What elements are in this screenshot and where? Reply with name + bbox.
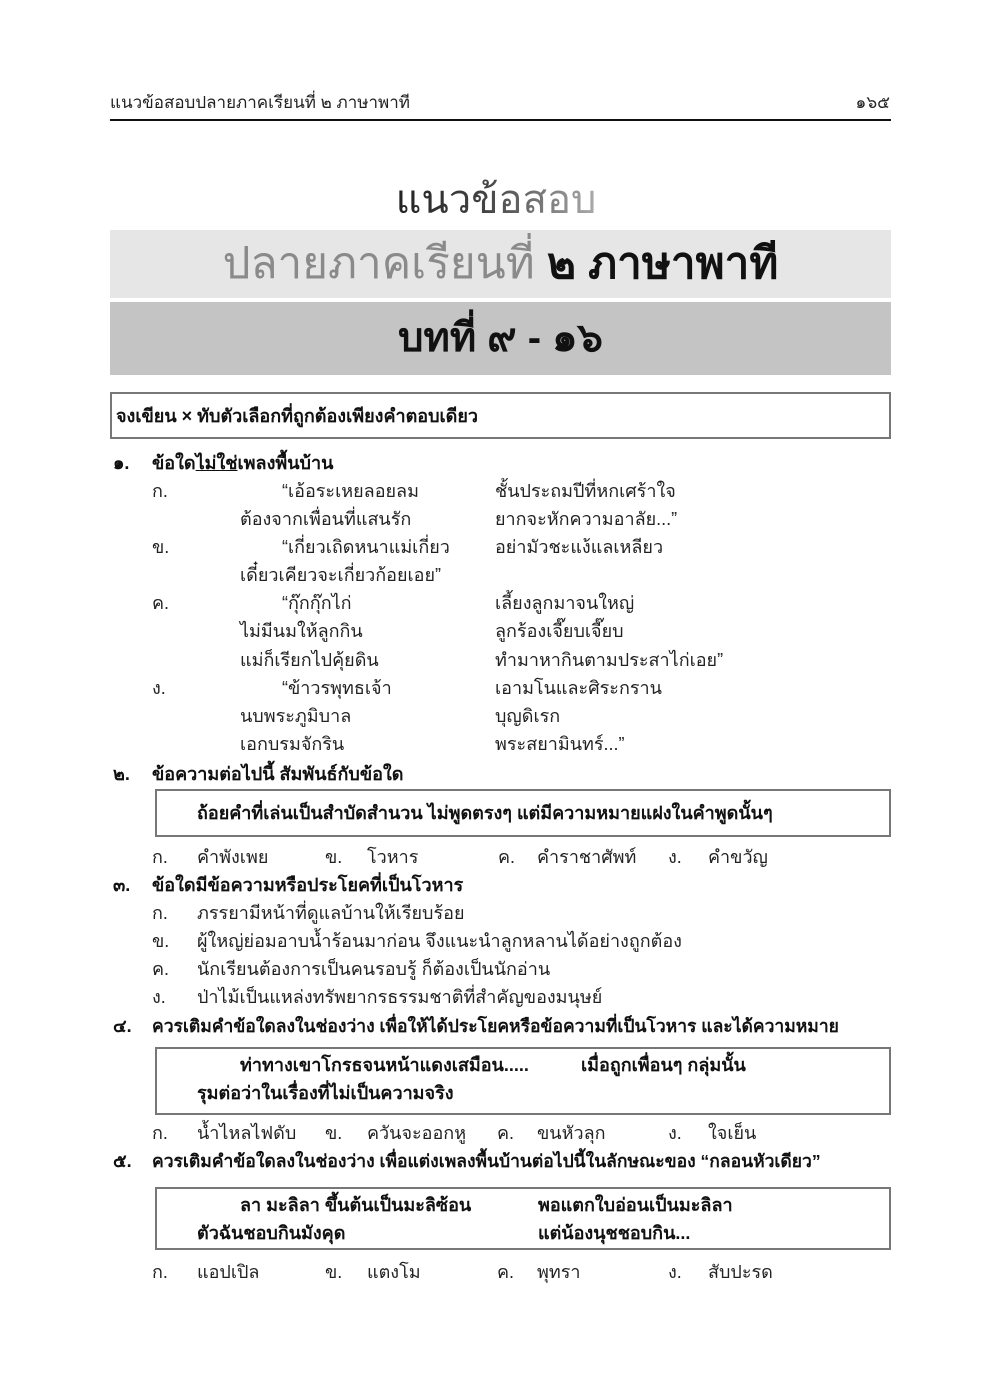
q5-stem: ควรเติมคำข้อใดลงในช่องว่าง เพื่อแต่งเพลงพื้นบ้านต่อไปนี้ในลักษณะของ “กลอนหัวเดียว” bbox=[152, 1151, 821, 1171]
q5-quote-line: พอแตกใบอ่อนเป็นมะลิลา bbox=[538, 1195, 733, 1215]
q4-option-c-letter[interactable]: ค. bbox=[497, 1123, 515, 1143]
q3-option-b-letter[interactable]: ข. bbox=[152, 931, 170, 951]
chapters-band: บทที่ ๙ - ๑๖ bbox=[110, 302, 891, 375]
q1-b-line: อย่ามัวชะแง้แลเหลียว bbox=[495, 537, 664, 557]
q1-c-line: ลูกร้องเจี๊ยบเจี๊ยบ bbox=[495, 621, 624, 641]
q1-c-line: “กุ๊กกุ๊กไก่ bbox=[282, 593, 352, 613]
q5-quote-box bbox=[155, 1187, 891, 1250]
q2-option-b[interactable]: โวหาร bbox=[367, 847, 419, 867]
q4-option-b[interactable]: ควันจะออกหู bbox=[367, 1123, 467, 1143]
q2-stem: ข้อความต่อไปนี้ สัมพันธ์กับข้อใด bbox=[152, 764, 404, 784]
q1-d-line: เอามโนและศิระกราน bbox=[495, 678, 662, 698]
q2-option-a-letter[interactable]: ก. bbox=[152, 847, 168, 867]
q1-a-line: ชั้นประถมปีที่หกเศร้าใจ bbox=[495, 481, 676, 501]
q4-option-a[interactable]: น้ำไหลไฟดับ bbox=[197, 1123, 297, 1143]
q5-option-d-letter[interactable]: ง. bbox=[668, 1262, 682, 1282]
q1-option-d-letter[interactable]: ง. bbox=[152, 678, 166, 698]
q1-d-line: “ข้าวรพุทธเจ้า bbox=[282, 678, 392, 698]
q1-option-b-letter[interactable]: ข. bbox=[152, 537, 170, 557]
q2-option-d-letter[interactable]: ง. bbox=[668, 847, 682, 867]
q2-option-d[interactable]: คำขวัญ bbox=[708, 847, 768, 867]
q2-quote: ถ้อยคำที่เล่นเป็นสำบัดสำนวน ไม่พูดตรงๆ แต่มีความหมายแฝงในคำพูดนั้นๆ bbox=[197, 803, 773, 823]
page-title: แนวข้อสอบ bbox=[395, 178, 597, 222]
q4-number: ๔. bbox=[113, 1016, 132, 1036]
q1-option-a-letter[interactable]: ก. bbox=[152, 481, 168, 501]
header-rule bbox=[110, 119, 891, 121]
q1-d-line: เอกบรมจักริน bbox=[240, 734, 345, 754]
q3-option-c-letter[interactable]: ค. bbox=[152, 959, 170, 979]
q3-option-a-letter[interactable]: ก. bbox=[152, 903, 168, 923]
q1-c-line: แม่ก็เรียกไปคุ้ยดิน bbox=[240, 650, 379, 670]
q5-option-d[interactable]: สับปะรด bbox=[708, 1262, 773, 1282]
q2-option-c[interactable]: คำราชาศัพท์ bbox=[537, 847, 637, 867]
q5-option-c[interactable]: พุทรา bbox=[537, 1262, 581, 1282]
q4-quote-box bbox=[155, 1047, 891, 1115]
q4-option-a-letter[interactable]: ก. bbox=[152, 1123, 168, 1143]
q3-stem: ข้อใดมีข้อความหรือประโยคที่เป็นโวหาร bbox=[152, 875, 464, 895]
q1-number: ๑. bbox=[113, 453, 130, 473]
q3-option-b[interactable]: ผู้ใหญ่ย่อมอาบน้ำร้อนมาก่อน จึงแนะนำลูกหลานได้อย่างถูกต้อง bbox=[197, 931, 682, 951]
subtitle-light: ปลายภาคเรียนที่ bbox=[222, 239, 535, 288]
q3-option-d-letter[interactable]: ง. bbox=[152, 987, 166, 1007]
q4-stem: ควรเติมคำข้อใดลงในช่องว่าง เพื่อให้ได้ประโยคหรือข้อความที่เป็นโวหาร และได้ความหมาย bbox=[152, 1016, 839, 1036]
subtitle-band bbox=[110, 230, 891, 298]
q2-number: ๒. bbox=[113, 764, 130, 784]
q1-d-line: บุญดิเรก bbox=[495, 706, 561, 726]
q5-option-b[interactable]: แตงโม bbox=[367, 1262, 421, 1282]
q1-c-line: เลี้ยงลูกมาจนใหญ่ bbox=[495, 593, 635, 613]
q1-a-line: ยากจะหักความอาลัย...” bbox=[495, 509, 678, 529]
q1-b-line: “เกี่ยวเถิดหนาแม่เกี่ยว bbox=[282, 537, 450, 557]
page-number: ๑๖๕ bbox=[855, 93, 890, 112]
q1-c-line: ทำมาหากินตามประสาไก่เอย” bbox=[495, 650, 724, 670]
q3-option-d[interactable]: ป่าไม้เป็นแหล่งทรัพยากรธรรมชาติที่สำคัญของมนุษย์ bbox=[197, 987, 603, 1007]
q1-c-line: ไม่มีนมให้ลูกกิน bbox=[240, 621, 363, 641]
q2-option-c-letter[interactable]: ค. bbox=[498, 847, 516, 867]
q5-option-a[interactable]: แอปเปิล bbox=[197, 1262, 260, 1282]
q1-a-line: ต้องจากเพื่อนที่แสนรัก bbox=[240, 509, 412, 529]
q1-option-c-letter[interactable]: ค. bbox=[152, 593, 170, 613]
q3-option-c[interactable]: นักเรียนต้องการเป็นคนรอบรู้ ก็ต้องเป็นนักอ่าน bbox=[197, 959, 551, 979]
q3-option-a[interactable]: ภรรยามีหน้าที่ดูแลบ้านให้เรียบร้อย bbox=[197, 903, 465, 923]
q2-option-a[interactable]: คำพังเพย bbox=[197, 847, 269, 867]
q4-quote-line: รุมต่อว่าในเรื่องที่ไม่เป็นความจริง bbox=[197, 1083, 454, 1103]
q1-b-line: เดี๋ยวเคียวจะเกี่ยวก้อยเอย” bbox=[240, 565, 442, 585]
q5-option-a-letter[interactable]: ก. bbox=[152, 1262, 168, 1282]
q5-quote-line: ตัวฉันชอบกินมังคุด bbox=[197, 1223, 346, 1243]
q4-option-b-letter[interactable]: ข. bbox=[325, 1123, 343, 1143]
q5-quote-line: ลา มะลิลา ขึ้นต้นเป็นมะลิซ้อน bbox=[240, 1195, 472, 1215]
instruction-box bbox=[110, 392, 891, 439]
q2-quote-box bbox=[155, 789, 891, 837]
q4-option-c[interactable]: ขนหัวลุก bbox=[537, 1123, 606, 1143]
q1-a-line: “เอ้อระเหยลอยลม bbox=[282, 481, 419, 501]
q5-option-b-letter[interactable]: ข. bbox=[325, 1262, 343, 1282]
q1-d-line: นบพระภูมิบาล bbox=[240, 706, 352, 726]
q1-d-line: พระสยามินทร์...” bbox=[495, 734, 625, 754]
q4-quote-line: เมื่อถูกเพื่อนๆ กลุ่มนั้น bbox=[581, 1055, 746, 1075]
q5-number: ๕. bbox=[113, 1151, 132, 1171]
q2-option-b-letter[interactable]: ข. bbox=[325, 847, 343, 867]
q4-option-d-letter[interactable]: ง. bbox=[668, 1123, 682, 1143]
q4-quote-line: ท่าทางเขาโกรธจนหน้าแดงเสมือน..... bbox=[240, 1055, 529, 1075]
q5-option-c-letter[interactable]: ค. bbox=[497, 1262, 515, 1282]
q4-option-d[interactable]: ใจเย็น bbox=[708, 1123, 757, 1143]
q1-stem: ข้อใดไม่ใช่เพลงพื้นบ้าน bbox=[152, 453, 334, 473]
q3-number: ๓. bbox=[113, 875, 131, 895]
running-title: แนวข้อสอบปลายภาคเรียนที่ ๒ ภาษาพาที bbox=[110, 93, 411, 112]
instruction-text: จงเขียน × ทับตัวเลือกที่ถูกต้องเพียงคำตอบเดียว bbox=[116, 406, 479, 426]
q5-quote-line: แต่น้องนุชชอบกิน... bbox=[538, 1223, 691, 1243]
subtitle-bold: ๒ ภาษาพาที bbox=[546, 239, 779, 288]
